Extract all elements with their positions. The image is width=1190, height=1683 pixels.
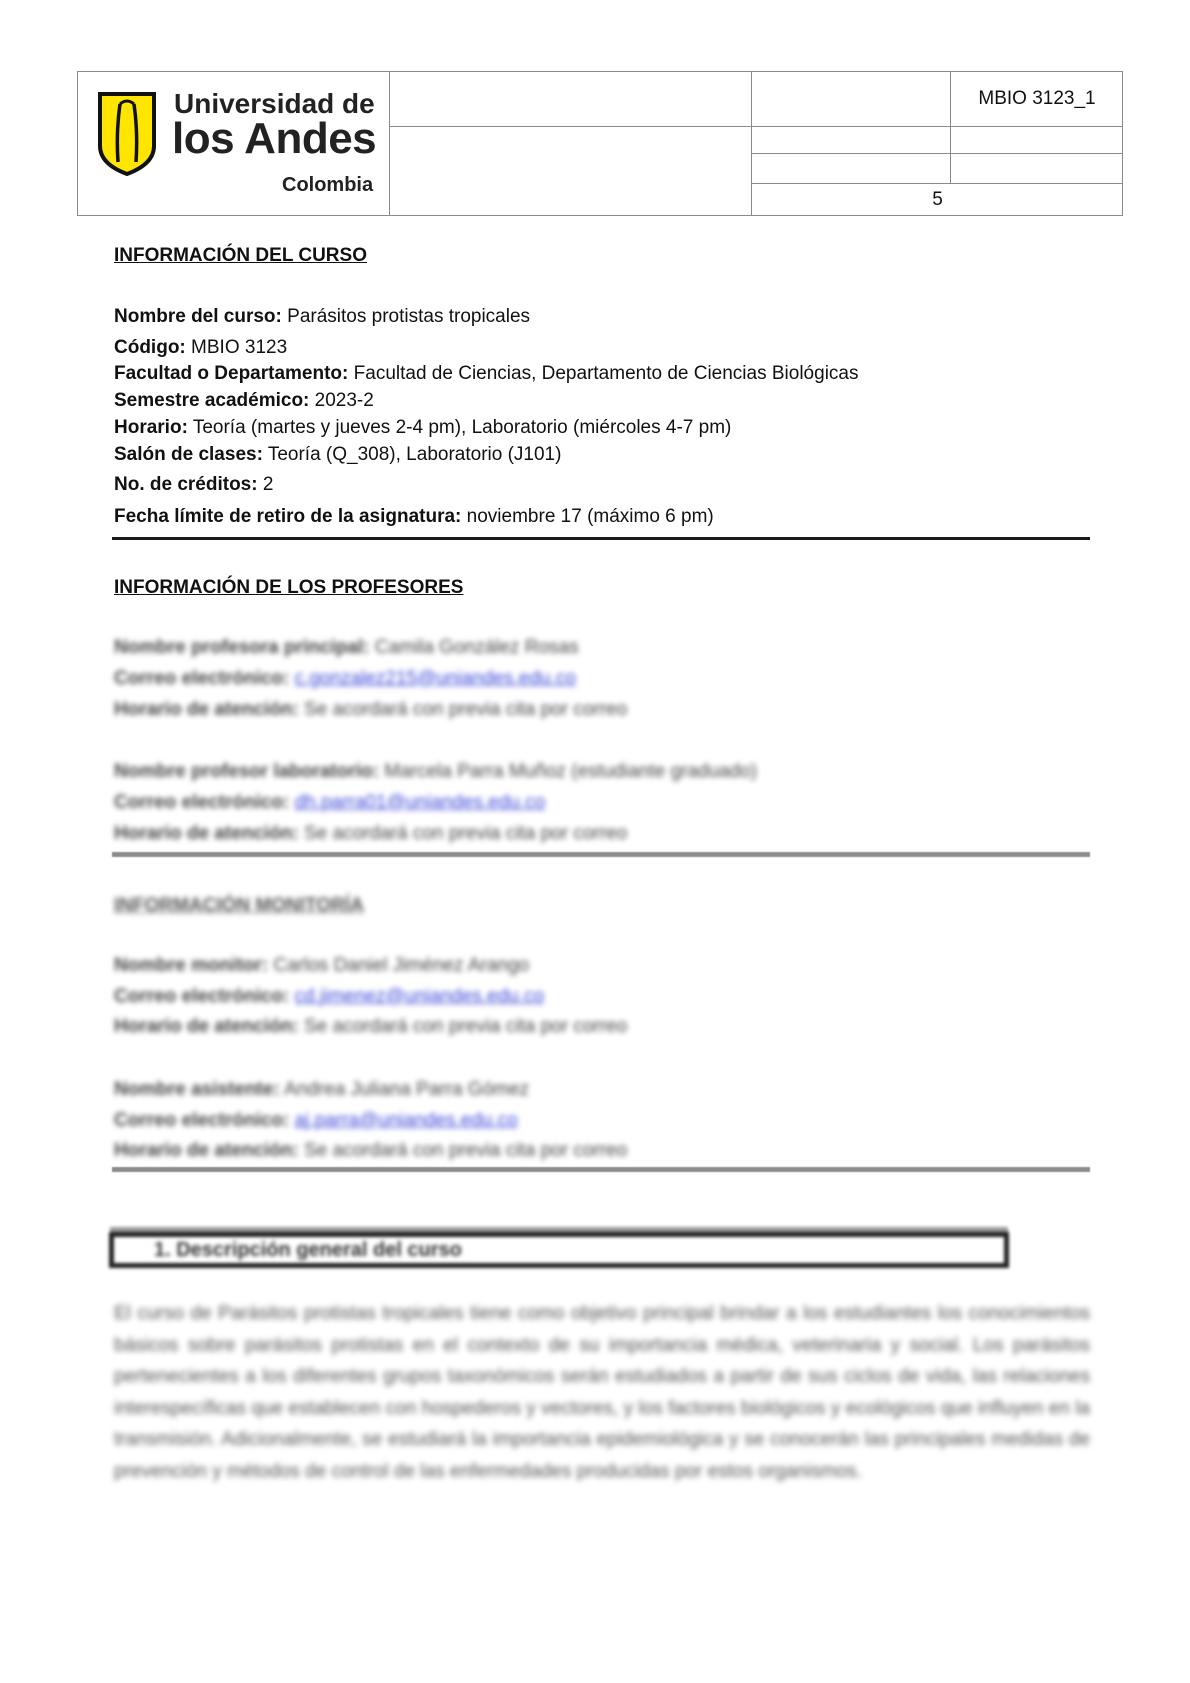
credits-line [114,474,273,496]
field-label: Correo electrónico: [114,986,290,1007]
course-name-line [114,306,530,328]
main-professor-email-line [114,668,576,690]
assistant-name-line [114,1079,529,1101]
field-value: Marcela Parra Muñoz (estudiante graduado) [378,761,758,782]
section-divider [112,852,1090,857]
university-logo [96,86,377,204]
field-label: Nombre asistente: [114,1079,280,1100]
field-value: Carlos Daniel Jiménez Arango [268,955,529,976]
field-value: Se acordará con previa cita por correo [298,823,628,844]
field-value: MBIO 3123 [185,337,288,358]
monitors-info-title: INFORMACIÓN MONITORÍA [114,895,364,916]
header-divider [751,153,1122,154]
assistant-email-link[interactable]: aj.parra@uniandes.edu.co [294,1110,518,1131]
field-value: Teoría (martes y jueves 2-4 pm), Laboratorio (miércoles 4-7 pm) [187,417,732,438]
field-label: Fecha límite de retiro de la asignatura: [114,506,462,527]
header-divider [389,72,390,215]
field-value: Facultad de Ciencias, Departamento de Ciencias Biológicas [348,363,859,384]
assistant-email-line [114,1110,518,1132]
section-heading-box [109,1232,1009,1268]
field-label: Código: [114,337,186,358]
field-value: Andrea Juliana Parra Gómez [279,1079,530,1100]
logo-text-los-andes: los Andes [172,114,377,163]
course-code-line [114,337,287,359]
course-info-title: INFORMACIÓN DEL CURSO [114,245,367,266]
field-label: Horario de atención: [114,823,299,844]
section-divider [112,1167,1090,1172]
field-label: Nombre profesora principal: [114,637,370,658]
monitor-hours-line [114,1016,627,1038]
field-label: Correo electrónico: [114,668,290,689]
section-heading: 1. Descripción general del curso [154,1239,462,1261]
field-value: Parásitos protistas tropicales [281,306,531,327]
lab-professor-email-line [114,792,545,814]
schedule-line [114,417,731,439]
monitor-name-line [114,955,529,977]
field-label: Horario: [114,417,188,438]
withdrawal-deadline-line [114,506,714,528]
monitor-email-line [114,986,544,1008]
field-value: Se acordará con previa cita por correo [298,1140,628,1161]
field-label: Horario de atención: [114,699,299,720]
lab-professor-name-line [114,761,757,783]
header-divider [389,126,1122,127]
field-value: 2 [257,474,274,495]
field-label: Correo electrónico: [114,1110,290,1131]
field-value: Se acordará con previa cita por correo [298,699,628,720]
main-professor-name-line [114,637,579,659]
field-label: Correo electrónico: [114,792,290,813]
document-header-table [77,71,1123,216]
faculty-line [114,363,858,385]
assistant-hours-line [114,1140,627,1162]
field-value: 2023-2 [309,390,374,411]
field-value: Teoría (Q_308), Laboratorio (J101) [262,444,562,465]
field-label: Nombre del curso: [114,306,282,327]
field-label: Horario de atención: [114,1140,299,1161]
field-value: Se acordará con previa cita por correo [298,1016,628,1037]
field-value: noviembre 17 (máximo 6 pm) [461,506,714,527]
field-label: Nombre monitor: [114,955,269,976]
lab-professor-email-link[interactable]: dh.parra01@uniandes.edu.co [294,792,546,813]
university-crest-icon [96,92,158,176]
lab-professor-hours-line [114,823,627,845]
logo-text-colombia: Colombia [282,174,374,196]
section-divider [112,537,1090,540]
classroom-line [114,444,561,466]
main-professor-hours-line [114,699,627,721]
monitor-email-link[interactable]: cd.jimenez@uniandes.edu.co [294,986,545,1007]
field-label: Nombre profesor laboratorio: [114,761,379,782]
main-professor-email-link[interactable]: c.gonzalez215@uniandes.edu.co [294,668,576,689]
professors-info-title: INFORMACIÓN DE LOS PROFESORES [114,577,464,598]
field-label: Facultad o Departamento: [114,363,349,384]
course-description-paragraph: El curso de Parásitos protistas tropicales tiene como objetivo principal brindar a los estudiantes los conocimientos básicos sobre parásitos protistas en el contexto de su importancia médica, veterinaria y social. Los parásitos pertenecientes a los diferentes grupos taxonómicos serán estudiados a partir de sus ciclos de vida, las relaciones interespecíficas que establecen con hospederos y vectores, y los factores biológicos y ecológicos que influyen en la transmisión. Adicionalmente, se estudiará la importancia epidemiológica y se conocerán las principales medidas de prevención y métodos de control de las enfermedades producidas por estos organismos. [114,1303,1090,1482]
course-code-cell: MBIO 3123_1 [978,88,1096,109]
field-label: No. de créditos: [114,474,258,495]
page-number-cell: 5 [932,189,943,210]
logo-text-universidad: Universidad de [174,88,375,119]
field-label: Semestre académico: [114,390,310,411]
semester-line [114,390,374,412]
field-value: Camila González Rosas [369,637,579,658]
field-label: Salón de clases: [114,444,263,465]
field-label: Horario de atención: [114,1016,299,1037]
